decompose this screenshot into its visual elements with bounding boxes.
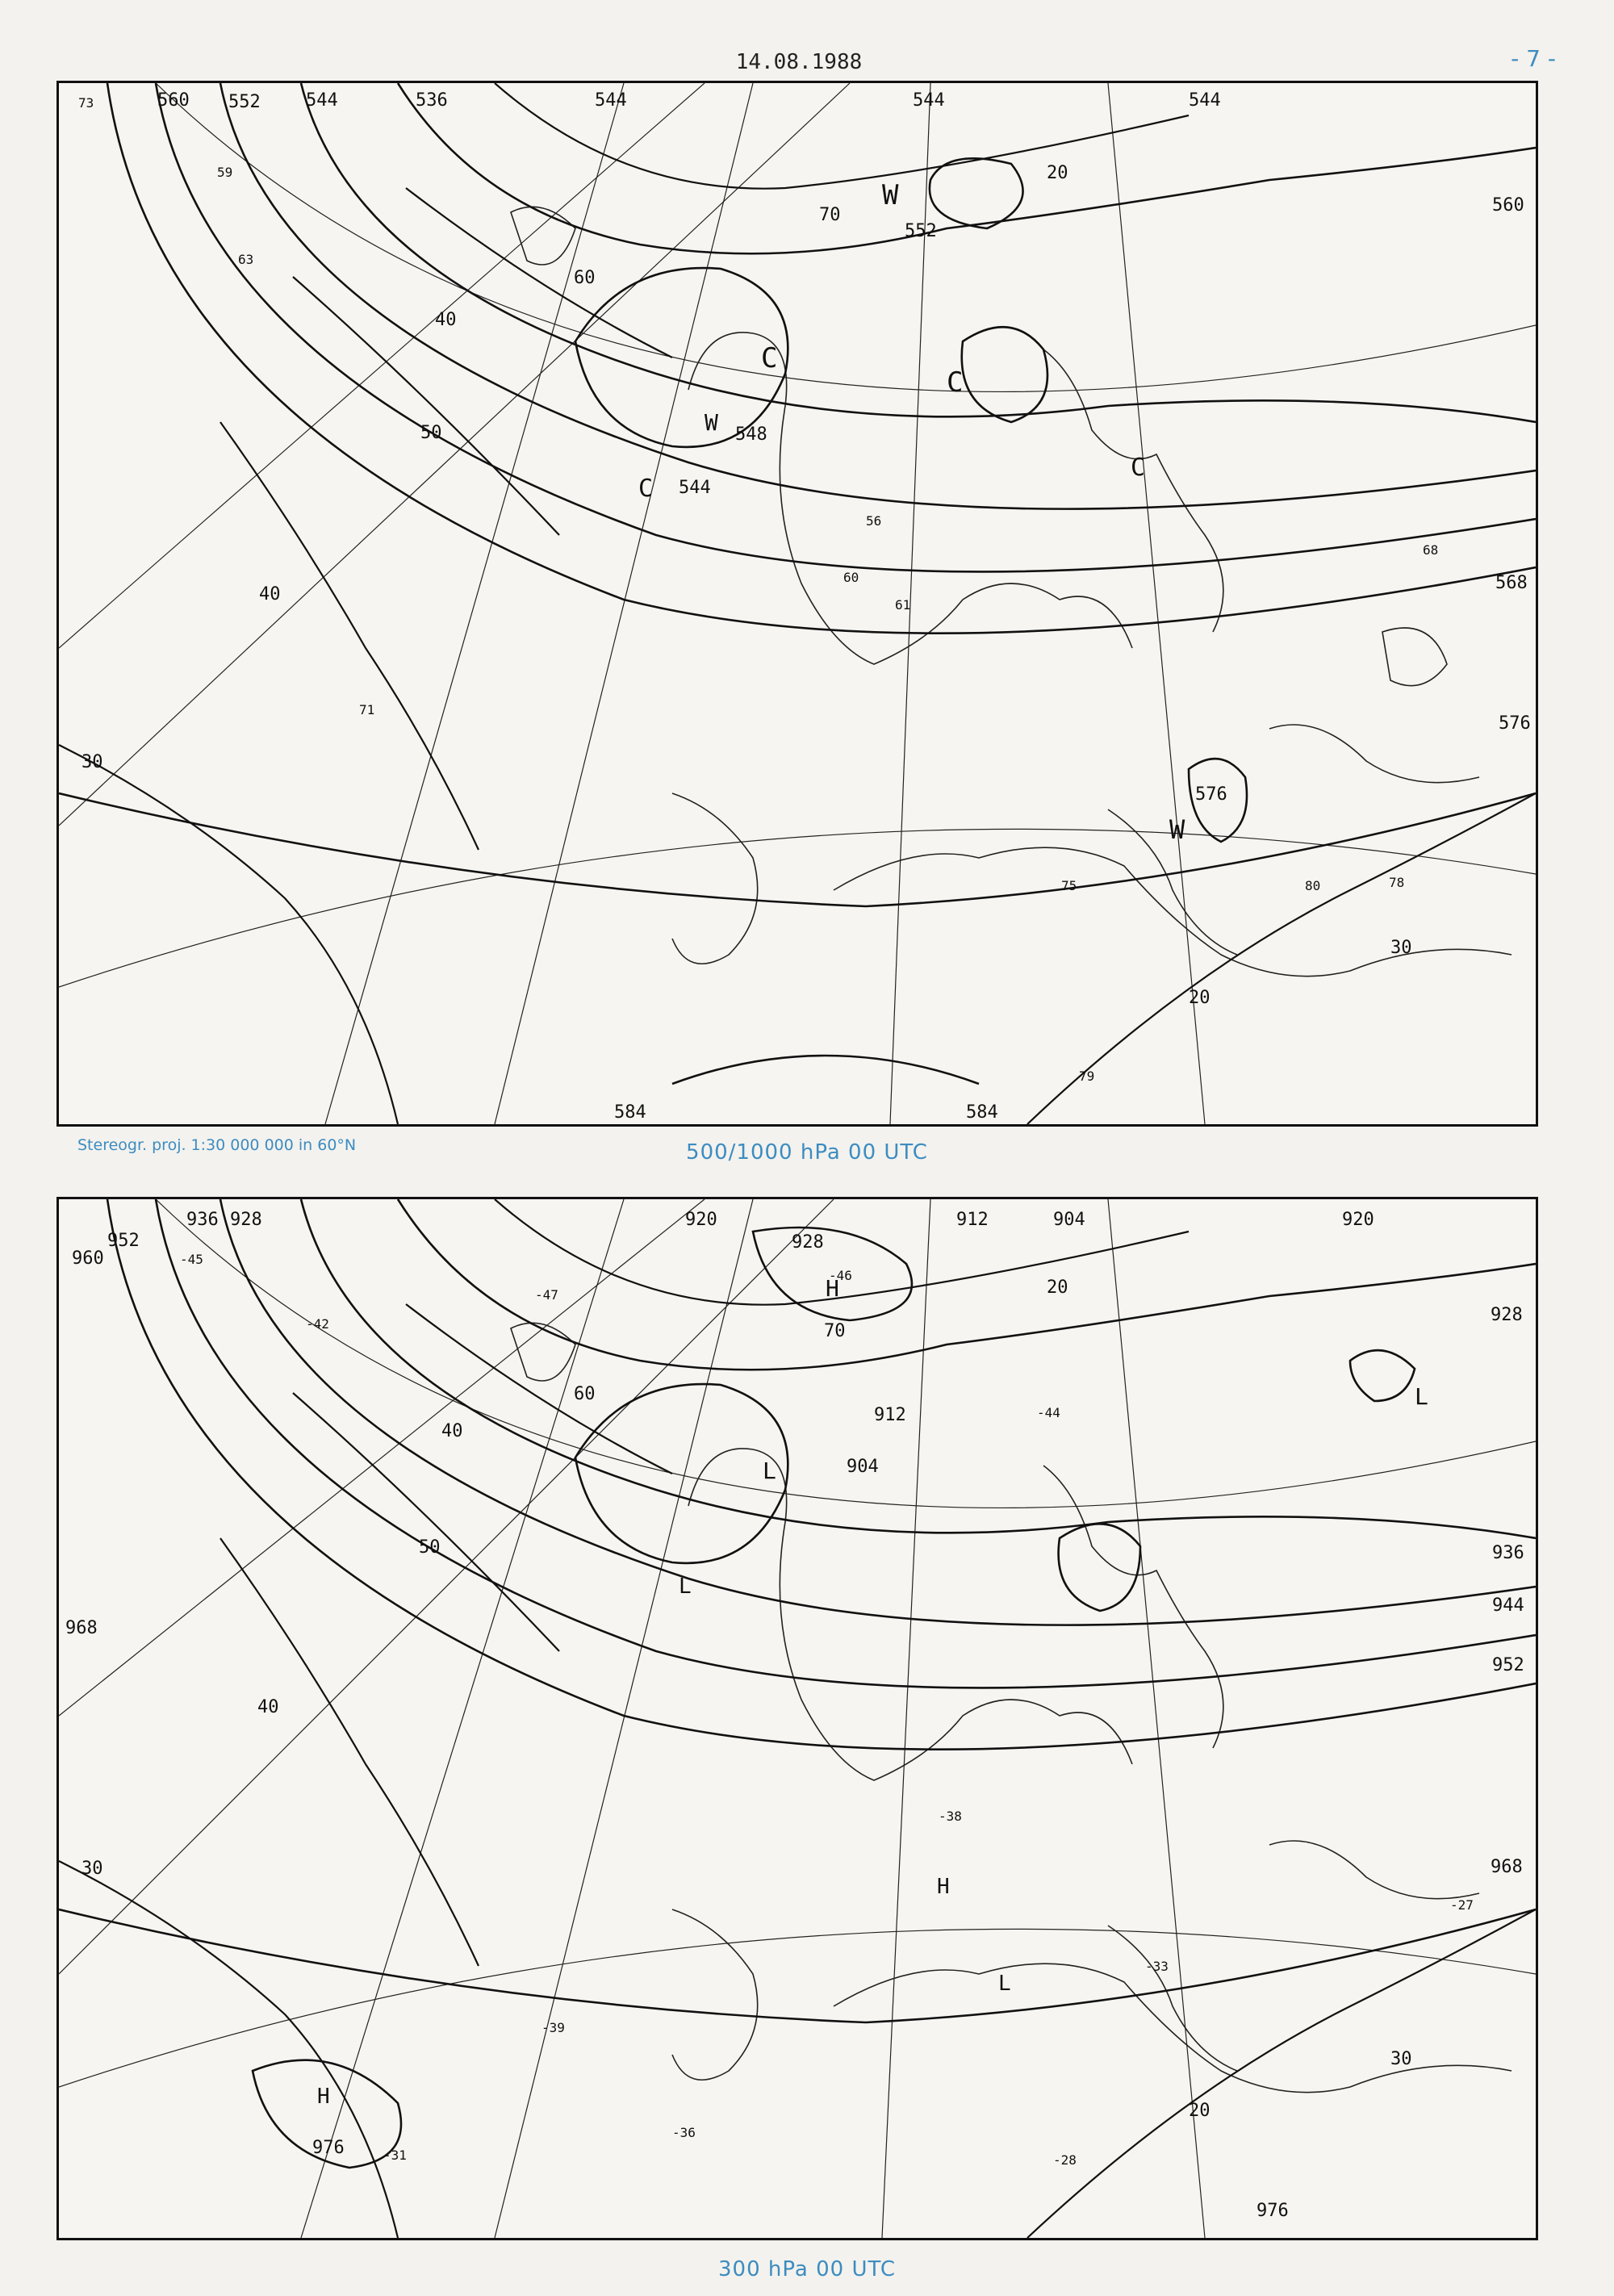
- height-label: 904: [1053, 1210, 1085, 1230]
- top-map-panel: [56, 81, 1538, 1127]
- station-value: -36: [672, 2125, 696, 2140]
- height-label: 552: [905, 221, 937, 241]
- height-label: 544: [595, 90, 627, 111]
- station-value: -28: [1053, 2152, 1077, 2168]
- station-value: -31: [383, 2148, 407, 2163]
- thickness-label: 40: [435, 310, 457, 330]
- height-label: 560: [157, 90, 190, 111]
- height-label: 560: [1492, 195, 1524, 215]
- height-label: 548: [735, 424, 767, 445]
- thickness-label: 50: [420, 423, 442, 443]
- thickness-label: 30: [82, 1859, 103, 1879]
- height-label: 576: [1195, 784, 1227, 805]
- station-value: -44: [1037, 1405, 1060, 1420]
- height-label: 536: [416, 90, 448, 111]
- thickness-label: 60: [574, 1384, 596, 1404]
- page-number: - 7 -: [1511, 45, 1556, 72]
- thickness-label: 30: [1390, 938, 1412, 958]
- thickness-label: 70: [819, 205, 841, 225]
- thickness-label: 20: [1189, 2101, 1210, 2121]
- centre-label: L: [1415, 1383, 1428, 1410]
- station-value: 56: [866, 513, 882, 529]
- height-label: 936: [186, 1210, 219, 1230]
- station-value: -42: [306, 1316, 329, 1332]
- station-value: 59: [217, 165, 233, 180]
- bottom-map-labels: [65, 1210, 1524, 2221]
- top-map-labels: [78, 90, 1531, 1123]
- height-label: 976: [1256, 2201, 1289, 2221]
- thickness-label: 30: [82, 752, 103, 772]
- bottom-map-caption: 300 hPa 00 UTC: [718, 2257, 896, 2281]
- thickness-label: 20: [1189, 988, 1210, 1008]
- height-label: 544: [1189, 90, 1221, 111]
- height-label: 944: [1492, 1595, 1524, 1616]
- thickness-label: 70: [824, 1321, 846, 1341]
- centre-label: W: [705, 409, 718, 436]
- height-label: 960: [72, 1248, 104, 1269]
- station-value: -33: [1145, 1959, 1169, 1974]
- height-label: 568: [1495, 573, 1528, 593]
- thickness-label: 30: [1390, 2049, 1412, 2069]
- station-value: 75: [1061, 878, 1077, 893]
- bottom-map-height-contours: [59, 1199, 1536, 2168]
- centre-label: L: [998, 1972, 1011, 1996]
- thickness-label: 20: [1047, 163, 1068, 183]
- top-map-height-contours: [59, 83, 1536, 1084]
- height-label: 936: [1492, 1543, 1524, 1563]
- bottom-map-thickness-lines: [59, 1199, 1536, 2238]
- station-value: 60: [843, 570, 859, 585]
- centre-label: L: [679, 1575, 692, 1599]
- height-label: 968: [1491, 1857, 1523, 1877]
- centre-label: C: [1131, 454, 1146, 482]
- height-label: 920: [1342, 1210, 1374, 1230]
- bottom-map-canvas: [59, 1199, 1536, 2238]
- height-label: 928: [1491, 1305, 1523, 1325]
- station-value: 71: [359, 702, 375, 717]
- top-map-canvas: [59, 83, 1536, 1124]
- thickness-label: 40: [441, 1421, 463, 1441]
- centre-label: C: [947, 366, 964, 399]
- station-value: 78: [1389, 875, 1405, 890]
- top-map-caption: 500/1000 hPa 00 UTC: [686, 1140, 928, 1165]
- height-label: 912: [956, 1210, 989, 1230]
- centre-label: H: [826, 1275, 839, 1302]
- height-label: 584: [966, 1102, 998, 1123]
- station-value: 63: [238, 252, 254, 267]
- height-label: 544: [913, 90, 945, 111]
- centre-label: H: [937, 1875, 950, 1899]
- page-date: 14.08.1988: [735, 50, 863, 74]
- thickness-label: 40: [259, 584, 281, 604]
- height-label: 952: [107, 1231, 140, 1251]
- station-value: -38: [939, 1809, 962, 1824]
- station-value: 80: [1305, 878, 1321, 893]
- station-value: -27: [1450, 1897, 1474, 1913]
- height-label: 904: [847, 1457, 879, 1477]
- thickness-label: 60: [574, 268, 596, 288]
- station-value: -39: [541, 2020, 565, 2035]
- station-value: 79: [1079, 1069, 1095, 1084]
- height-label: 928: [792, 1232, 824, 1253]
- projection-note: Stereogr. proj. 1:30 000 000 in 60°N: [77, 1136, 357, 1154]
- thickness-label: 40: [257, 1697, 279, 1717]
- thickness-label: 50: [419, 1537, 441, 1558]
- centre-label: L: [763, 1457, 776, 1484]
- height-label: 912: [874, 1405, 906, 1425]
- height-label: 576: [1499, 713, 1531, 734]
- station-value: 61: [895, 597, 911, 613]
- station-value: -46: [829, 1268, 852, 1283]
- station-value: -47: [535, 1287, 558, 1303]
- height-label: 928: [230, 1210, 262, 1230]
- bottom-map-coastlines: [511, 1323, 1512, 2092]
- station-value: -45: [180, 1252, 203, 1267]
- centre-label: H: [317, 2085, 330, 2109]
- height-label: 976: [312, 2138, 345, 2158]
- centre-label: C: [761, 342, 778, 374]
- station-value: 73: [78, 95, 94, 111]
- bottom-map-grid: [59, 1199, 1536, 2238]
- centre-label: W: [882, 179, 899, 211]
- centre-label: C: [638, 475, 654, 503]
- height-label: 920: [685, 1210, 717, 1230]
- height-label: 952: [1492, 1655, 1524, 1675]
- centre-label: W: [1169, 814, 1185, 845]
- height-label: 584: [614, 1102, 646, 1123]
- top-map-coastlines: [511, 207, 1512, 976]
- bottom-map-panel: [56, 1197, 1538, 2240]
- height-label: 552: [228, 92, 261, 112]
- height-label: 968: [65, 1618, 98, 1638]
- height-label: 544: [306, 90, 338, 111]
- height-label: 544: [679, 478, 711, 498]
- station-value: 68: [1423, 542, 1439, 558]
- thickness-label: 20: [1047, 1278, 1068, 1298]
